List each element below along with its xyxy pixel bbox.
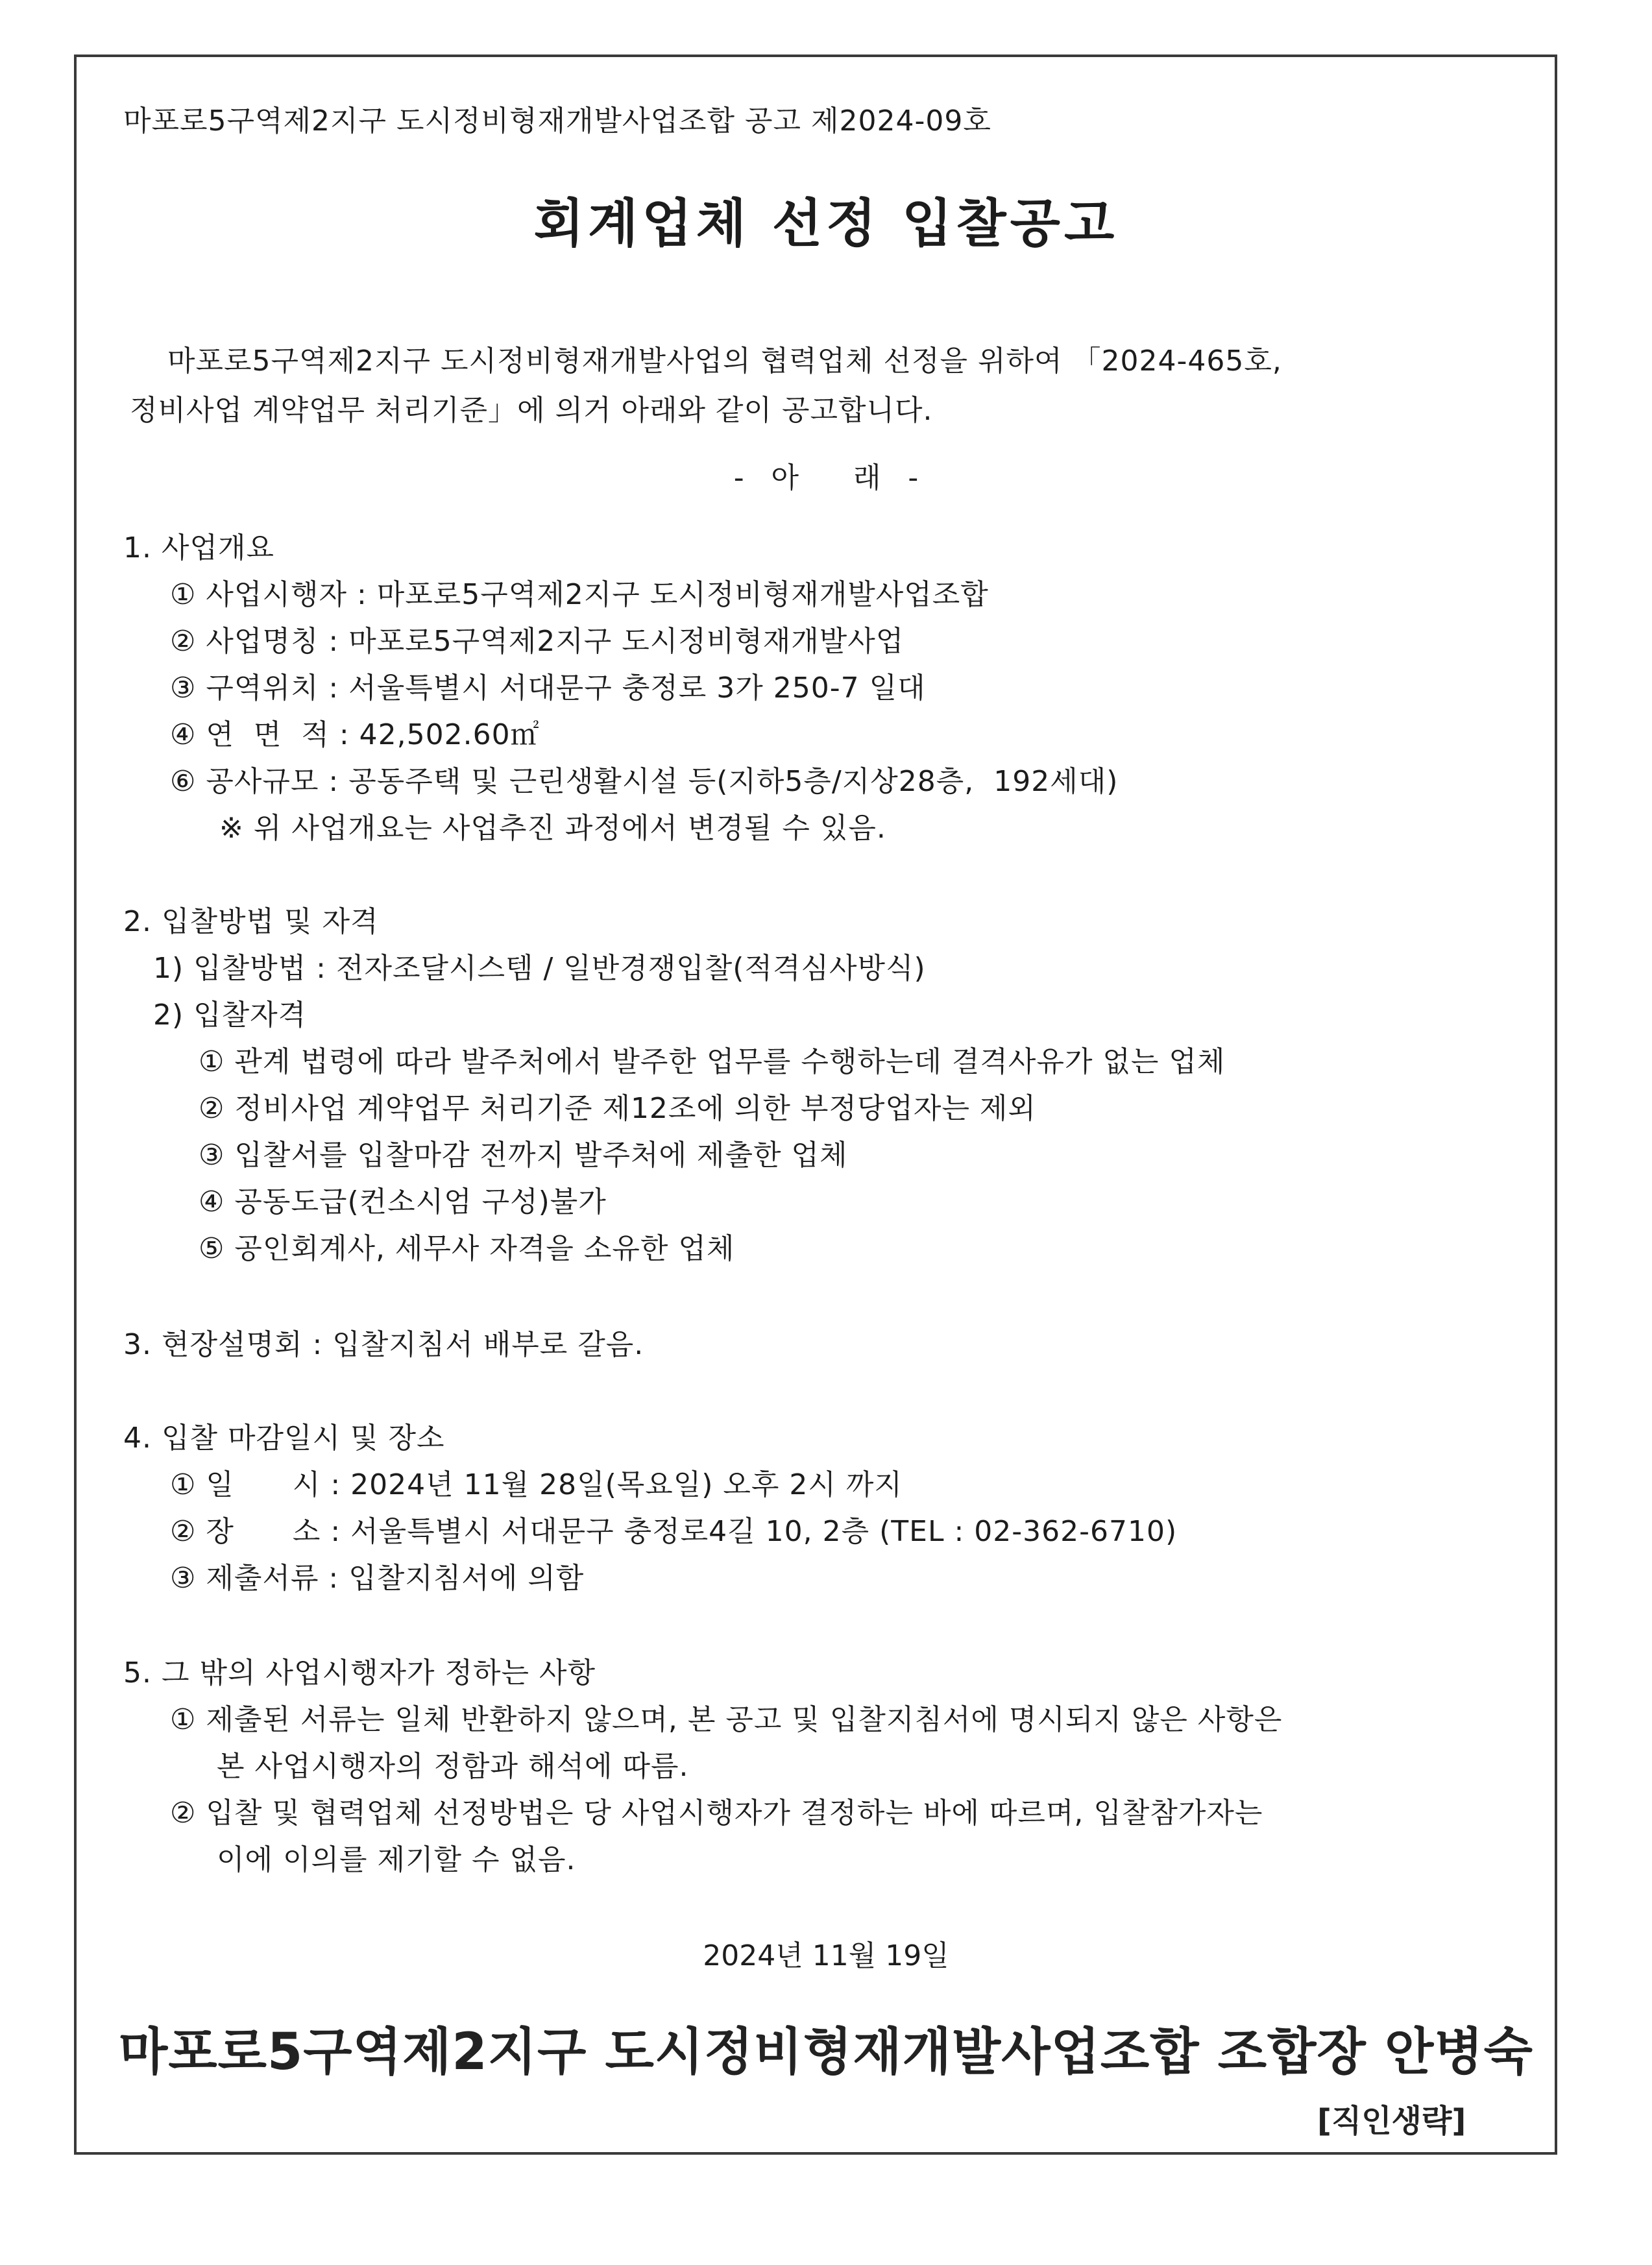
s1-item-3: ③ 구역위치 : 서울특별시 서대문구 충정로 3가 250-7 일대 [170,672,926,705]
s4-item-2: ② 장 소 : 서울특별시 서대문구 충정로4길 10, 2층 (TEL : 02-362-6710) [170,1515,1178,1548]
section-1-heading: 1. 사업개요 [123,531,274,564]
section-2-heading: 2. 입찰방법 및 자격 [123,905,379,938]
s4-item-1: ① 일 시 : 2024년 11월 28일(목요일) 오후 2시 까지 [170,1468,903,1501]
s2-method: 1) 입찰방법 : 전자조달시스템 / 일반경쟁입찰(적격심사방식) [153,952,926,985]
s2-qual-heading: 2) 입찰자격 [153,999,307,1032]
intro-line-2: 정비사업 계약업무 처리기준」에 의거 아래와 같이 공고합니다. [130,394,933,427]
s1-note: ※ 위 사업개요는 사업추진 과정에서 변경될 수 있음. [219,812,886,845]
s2-item-1: ① 관계 법령에 따라 발주처에서 발주한 업무를 수행하는데 결격사유가 없는 업체 [199,1045,1226,1078]
below-marker: - 아 래 - [733,461,919,494]
s1-item-1: ① 사업시행자 : 마포로5구역제2지구 도시정비형재개발사업조합 [170,578,989,611]
intro-line-1: 마포로5구역제2지구 도시정비형재개발사업의 협력업체 선정을 위하여 「2024-465호, [167,345,1282,378]
document-title: 회계업체 선정 입찰공고 [533,193,1119,254]
s5-item-2-line-1: ② 입찰 및 협력업체 선정방법은 당 사업시행자가 결정하는 바에 따르며, 입찰참가자는 [170,1797,1263,1830]
s1-item-2: ② 사업명칭 : 마포로5구역제2지구 도시정비형재개발사업 [170,625,905,658]
s2-item-3: ③ 입찰서를 입찰마감 전까지 발주처에 제출한 업체 [199,1139,848,1172]
announcement-date: 2024년 11월 19일 [703,1939,949,1972]
s2-item-5: ⑤ 공인회계사, 세무사 자격을 소유한 업체 [199,1232,735,1265]
section-5-heading: 5. 그 밖의 사업시행자가 정하는 사항 [123,1656,596,1690]
s1-item-6: ⑥ 공사규모 : 공동주택 및 근린생활시설 등(지하5층/지상28층, 192세대) [170,765,1119,798]
section-3-heading: 3. 현장설명회 : 입찰지침서 배부로 갈음. [123,1328,644,1361]
signer-name: 마포로5구역제2지구 도시정비형재개발사업조합 조합장 안병숙 [118,2023,1534,2081]
notice-number: 마포로5구역제2지구 도시정비형재개발사업조합 공고 제2024-09호 [123,104,991,138]
s1-item-4: ④ 연 면 적 : 42,502.60㎡ [170,718,540,751]
s5-item-1-line-1: ① 제출된 서류는 일체 반환하지 않으며, 본 공고 및 입찰지침서에 명시되지 않은 사항은 [170,1703,1283,1736]
s2-item-4: ④ 공동도급(컨소시엄 구성)불가 [199,1185,607,1218]
s4-item-3: ③ 제출서류 : 입찰지침서에 의함 [170,1562,585,1595]
s5-item-2-line-2: 이에 이의를 제기할 수 없음. [217,1843,576,1876]
seal-omitted-note: [직인생략] [1317,2103,1466,2139]
section-4-heading: 4. 입찰 마감일시 및 장소 [123,1422,445,1455]
s5-item-1-line-2: 본 사업시행자의 정함과 해석에 따름. [217,1750,689,1783]
s2-item-2: ② 정비사업 계약업무 처리기준 제12조에 의한 부정당업자는 제외 [199,1092,1036,1125]
